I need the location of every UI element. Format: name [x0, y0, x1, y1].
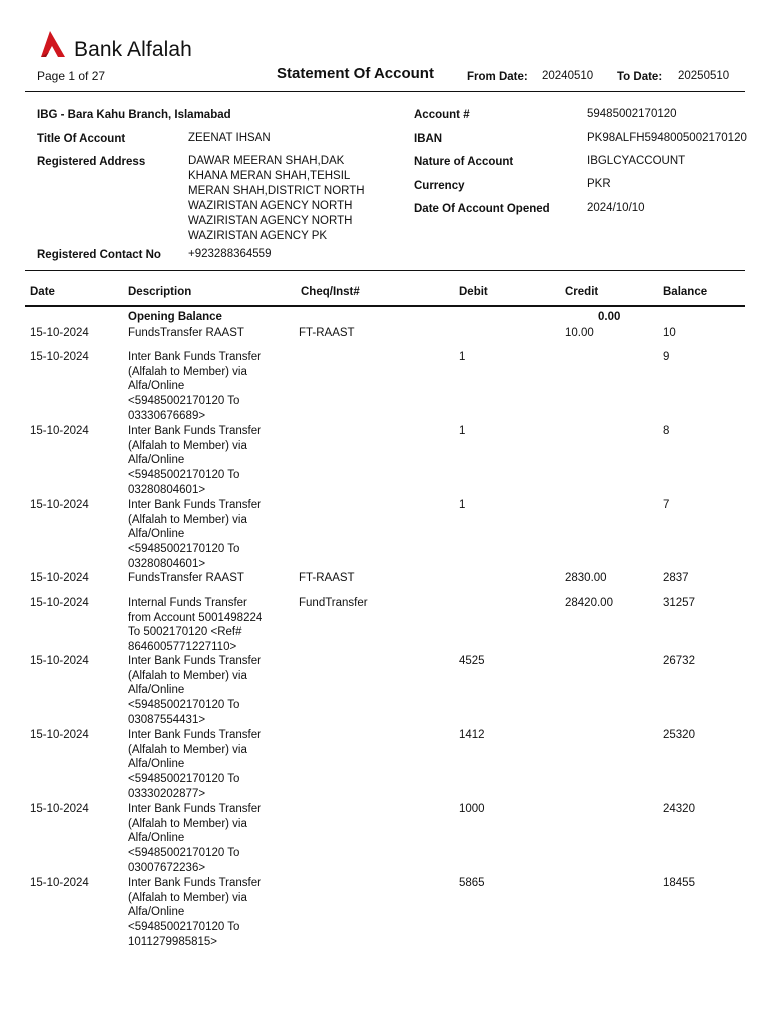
header-divider	[25, 91, 745, 92]
description-line: Alfa/Online	[128, 454, 185, 467]
row-cheq: FundTransfer	[299, 597, 368, 609]
row-description	[128, 596, 262, 655]
row-debit: 1412	[459, 729, 485, 741]
address-line: WAZIRISTAN AGENCY NORTH	[188, 215, 353, 227]
description-line: <59485002170120 To	[128, 699, 240, 712]
row-description	[128, 654, 261, 728]
row-date: 15-10-2024	[30, 655, 89, 667]
branch-name: IBG - Bara Kahu Branch, Islamabad	[37, 109, 231, 121]
description-line: <59485002170120 To	[128, 543, 240, 556]
description-line: <59485002170120 To	[128, 773, 240, 786]
registered-address-value	[188, 154, 365, 244]
row-balance: 10	[663, 327, 676, 339]
account-opened-value: 2024/10/10	[587, 202, 645, 214]
page-indicator: Page 1 of 27	[37, 69, 106, 83]
row-debit: 1	[459, 351, 466, 363]
description-line: 03330202877>	[128, 787, 206, 800]
column-header-credit: Credit	[565, 286, 599, 298]
description-line: (Alfalah to Member) via	[128, 365, 247, 378]
description-line: from Account 5001498224	[128, 611, 263, 624]
contact-value: +923288364559	[188, 248, 272, 260]
description-line: <59485002170120 To	[128, 921, 240, 934]
description-line: (Alfalah to Member) via	[128, 817, 247, 830]
column-header-description: Description	[128, 286, 192, 298]
description-line: Alfa/Online	[128, 684, 185, 697]
row-balance: 24320	[663, 803, 695, 815]
from-date-value: 20240510	[542, 70, 594, 82]
row-debit: 5865	[459, 877, 485, 889]
row-balance: 9	[663, 351, 670, 363]
nature-of-account-value: IBGLCYACCOUNT	[587, 155, 686, 167]
contact-label: Registered Contact No	[37, 249, 161, 261]
description-line: (Alfalah to Member) via	[128, 439, 247, 452]
description-line: Inter Bank Funds Transfer	[128, 877, 261, 889]
row-credit: 28420.00	[565, 597, 613, 609]
description-line: (Alfalah to Member) via	[128, 743, 247, 756]
row-balance: 25320	[663, 729, 695, 741]
description-line: To 5002170120 <Ref#	[128, 626, 242, 639]
description-line: <59485002170120 To	[128, 847, 240, 860]
description-line: 03280804601>	[128, 483, 206, 496]
address-line: MERAN SHAH,DISTRICT NORTH	[188, 185, 365, 197]
description-line: Alfa/Online	[128, 832, 185, 845]
row-balance: 8	[663, 425, 670, 437]
title-of-account-value: ZEENAT IHSAN	[188, 132, 271, 144]
info-divider	[25, 270, 745, 271]
description-line: (Alfalah to Member) via	[128, 891, 247, 904]
nature-of-account-label: Nature of Account	[414, 156, 514, 168]
account-number-value: 59485002170120	[587, 108, 677, 120]
row-credit: 2830.00	[565, 572, 607, 584]
from-date-label: From Date:	[467, 71, 528, 83]
column-header-debit: Debit	[459, 286, 488, 298]
row-date: 15-10-2024	[30, 499, 89, 511]
column-header-date: Date	[30, 286, 55, 298]
address-line: WAZIRISTAN AGENCY NORTH	[188, 200, 353, 212]
row-balance: 26732	[663, 655, 695, 667]
currency-label: Currency	[414, 180, 465, 192]
row-date: 15-10-2024	[30, 729, 89, 741]
description-line: <59485002170120 To	[128, 395, 240, 408]
description-line: 03007672236>	[128, 861, 206, 874]
row-balance: 7	[663, 499, 670, 511]
row-description	[128, 571, 244, 586]
table-header-divider	[25, 305, 745, 307]
row-date: 15-10-2024	[30, 327, 89, 339]
row-balance: 18455	[663, 877, 695, 889]
row-description	[128, 876, 261, 950]
row-debit: 4525	[459, 655, 485, 667]
description-line: Inter Bank Funds Transfer	[128, 499, 261, 511]
description-line: 8646005771227110>	[128, 641, 237, 654]
address-line: WAZIRISTAN AGENCY PK	[188, 230, 328, 242]
description-line: Alfa/Online	[128, 906, 185, 919]
column-header-cheq: Cheq/Inst#	[301, 286, 360, 298]
description-line: <59485002170120 To	[128, 469, 240, 482]
page-title: Statement Of Account	[277, 65, 434, 82]
row-description	[128, 802, 261, 876]
iban-label: IBAN	[414, 133, 443, 145]
row-balance: 31257	[663, 597, 695, 609]
description-line: 03087554431>	[128, 713, 206, 726]
description-line: FundsTransfer RAAST	[128, 572, 244, 584]
to-date-value: 20250510	[678, 70, 730, 82]
description-line: 03330676689>	[128, 409, 206, 422]
iban-value: PK98ALFH5948005002170120	[587, 132, 747, 144]
row-date: 15-10-2024	[30, 597, 89, 609]
description-line: Inter Bank Funds Transfer	[128, 655, 261, 667]
description-line: Inter Bank Funds Transfer	[128, 803, 261, 815]
row-debit: 1	[459, 499, 466, 511]
column-header-balance: Balance	[663, 286, 708, 298]
address-line: KHANA MERAN SHAH,TEHSIL	[188, 170, 351, 182]
row-description	[128, 424, 261, 498]
row-date: 15-10-2024	[30, 351, 89, 363]
row-cheq: FT-RAAST	[299, 327, 355, 339]
row-debit: 1000	[459, 803, 485, 815]
brand-name: Bank Alfalah	[74, 38, 192, 61]
account-opened-label: Date Of Account Opened	[414, 203, 550, 215]
description-line: 03280804601>	[128, 557, 206, 570]
currency-value: PKR	[587, 178, 611, 190]
description-line: Inter Bank Funds Transfer	[128, 425, 261, 437]
bank-alfalah-logo-icon	[37, 30, 69, 62]
row-date: 15-10-2024	[30, 803, 89, 815]
row-description	[128, 326, 244, 341]
description-line: FundsTransfer RAAST	[128, 327, 244, 339]
description-line: (Alfalah to Member) via	[128, 669, 247, 682]
account-number-label: Account #	[414, 109, 470, 121]
description-line: 1011279985815>	[128, 935, 218, 948]
row-debit: 1	[459, 425, 466, 437]
row-description	[128, 498, 261, 572]
to-date-label: To Date:	[617, 71, 663, 83]
row-date: 15-10-2024	[30, 877, 89, 889]
opening-balance-label: Opening Balance	[128, 311, 222, 323]
title-of-account-label: Title Of Account	[37, 133, 126, 145]
address-line: DAWAR MEERAN SHAH,DAK	[188, 155, 345, 167]
description-line: Inter Bank Funds Transfer	[128, 351, 261, 363]
row-cheq: FT-RAAST	[299, 572, 355, 584]
opening-balance-value: 0.00	[598, 311, 621, 323]
description-line: (Alfalah to Member) via	[128, 513, 247, 526]
description-line: Alfa/Online	[128, 380, 185, 393]
registered-address-label: Registered Address	[37, 156, 146, 168]
row-date: 15-10-2024	[30, 425, 89, 437]
row-description	[128, 350, 261, 424]
description-line: Alfa/Online	[128, 528, 185, 541]
row-balance: 2837	[663, 572, 689, 584]
description-line: Alfa/Online	[128, 758, 185, 771]
row-description	[128, 728, 261, 802]
description-line: Internal Funds Transfer	[128, 597, 247, 609]
description-line: Inter Bank Funds Transfer	[128, 729, 261, 741]
row-date: 15-10-2024	[30, 572, 89, 584]
row-credit: 10.00	[565, 327, 594, 339]
